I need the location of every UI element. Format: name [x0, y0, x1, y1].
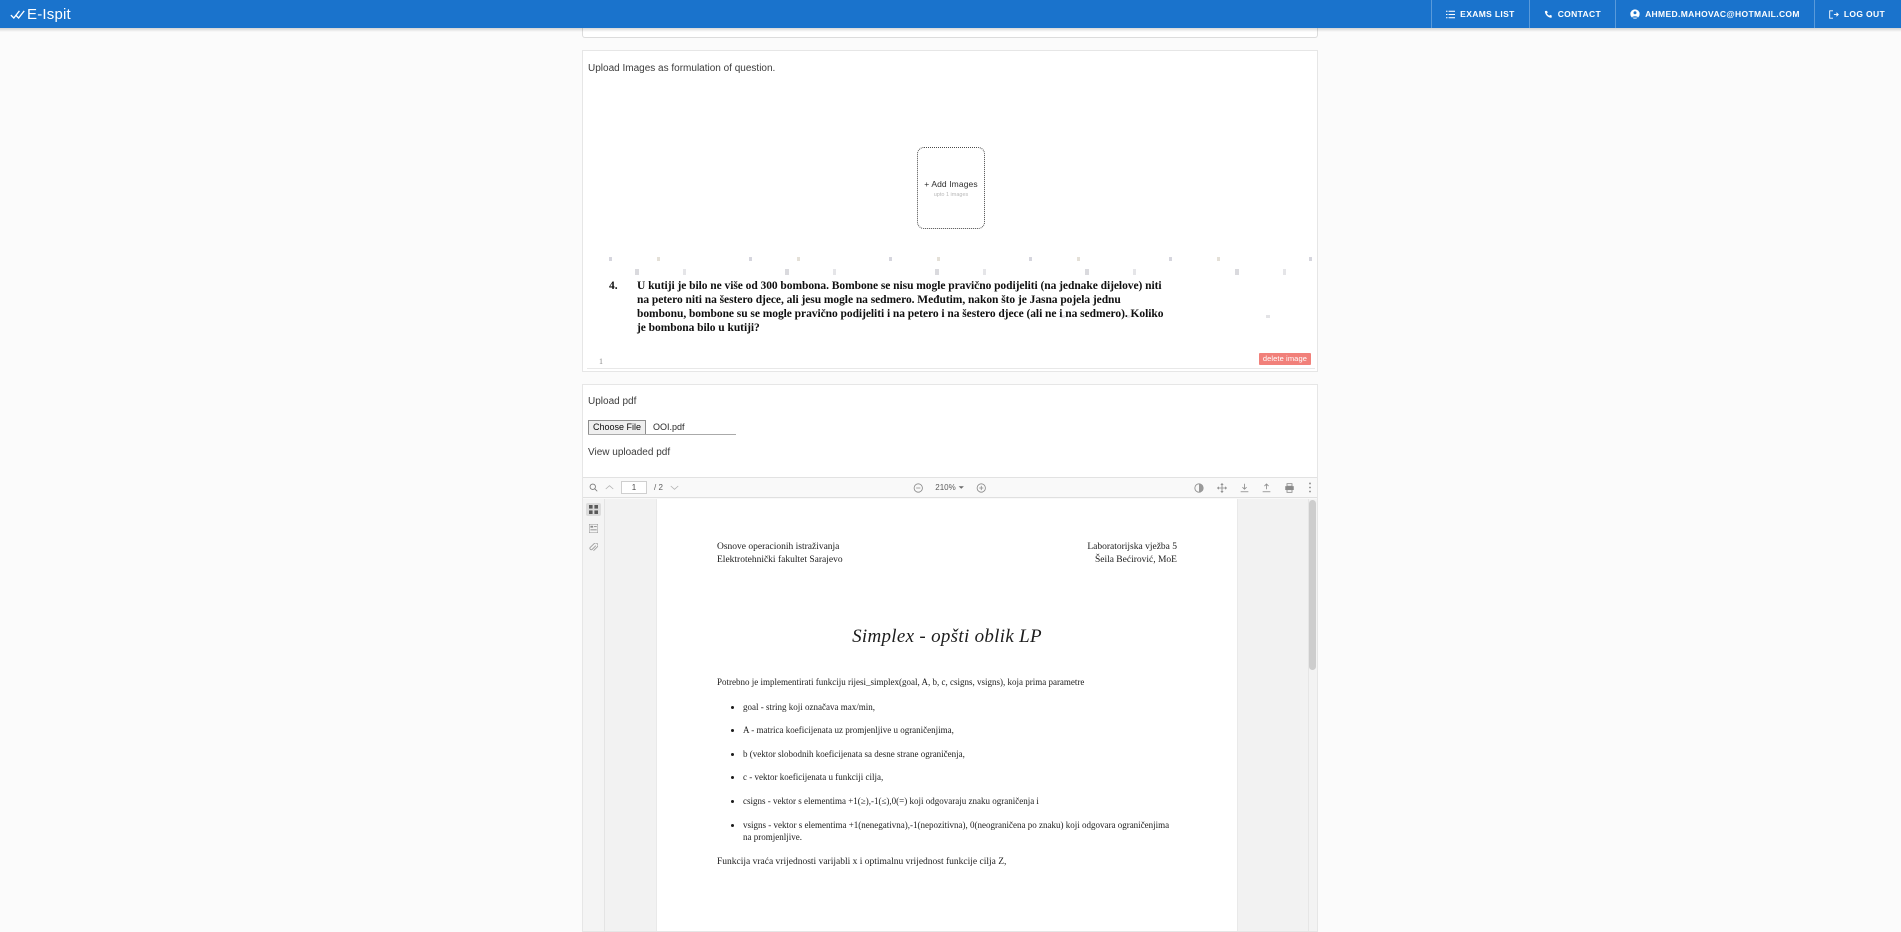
doc-header-left-line2: Elektrotehnički fakultet Sarajevo	[717, 554, 843, 565]
account-icon	[1630, 9, 1640, 19]
pdf-scroll-area[interactable]	[605, 499, 1317, 932]
zoom-out-icon[interactable]	[913, 483, 923, 493]
nav-account[interactable]	[1615, 0, 1814, 28]
pdf-page-1	[657, 499, 1237, 932]
preview-footer	[587, 347, 1315, 369]
nav-contact-label: CONTACT	[1557, 9, 1602, 19]
print-icon[interactable]	[1284, 483, 1295, 493]
brand-logo[interactable]	[0, 6, 71, 23]
delete-image-button[interactable]: delete image	[1259, 353, 1311, 366]
nav-contact[interactable]	[1529, 0, 1615, 28]
pdf-viewer-body	[583, 499, 1317, 932]
outline-icon[interactable]	[586, 522, 601, 535]
dropzone-row	[583, 147, 1319, 229]
document-parameter-list	[717, 701, 1177, 844]
pdf-toolbar	[583, 478, 1317, 498]
pdf-sidebar	[583, 499, 605, 932]
scan-artifact-bottom	[587, 313, 1315, 335]
chosen-file-name: OOI.pdf	[653, 422, 685, 432]
brand-name: E-Ispit	[27, 5, 71, 23]
upload-images-card	[582, 50, 1318, 372]
page-number-input[interactable]: 1	[621, 481, 647, 494]
list-item: • A - matrica koeficijenata uz promjenljive u ograničenjima,	[743, 724, 1177, 737]
add-images-hint: upto 1 images	[933, 191, 969, 198]
double-check-icon	[10, 8, 26, 21]
add-images-label: + Add Images	[924, 178, 978, 189]
pdf-file-input[interactable]	[588, 420, 736, 435]
pdf-toolbar-left	[583, 481, 679, 494]
app-header	[0, 0, 1901, 28]
preview-index-label: 1	[599, 357, 603, 366]
list-item: • c - vektor koeficijenata u funkciji cilja,	[743, 771, 1177, 784]
doc-header-right-line1: Laboratorijska vježba 5	[1087, 542, 1177, 552]
pdf-vertical-scrollbar[interactable]	[1308, 499, 1317, 932]
add-images-dropzone[interactable]	[917, 147, 985, 229]
document-closing: Funkcija vraća vrijednosti varijabli x i optimalnu vrijednost funkcije cilja Z,	[717, 856, 1007, 867]
document-header-left	[717, 541, 843, 566]
list-item: • vsigns - vektor s elementima +1(nenegativna),-1(nepozitivna), 0(neograničena po znaku) koji odgovara ograničenjima na promjenljive.	[743, 819, 1177, 844]
fit-page-icon[interactable]	[1194, 483, 1204, 493]
phone-icon	[1544, 10, 1553, 19]
page-body	[0, 28, 1901, 932]
upload-pdf-card	[582, 384, 1318, 932]
chevron-up-icon[interactable]	[605, 484, 614, 491]
nav-exams-list[interactable]	[1431, 0, 1529, 28]
chevron-down-icon[interactable]	[670, 484, 679, 491]
pdf-toolbar-center	[913, 483, 986, 493]
pdf-scrollbar-thumb[interactable]	[1309, 500, 1316, 670]
document-title: Simplex - opšti oblik LP	[852, 626, 1042, 648]
nav-account-label: AHMED.MAHOVAC@HOTMAIL.COM	[1645, 9, 1800, 19]
doc-header-right-line2: Šeila Bećirović, MoE	[1094, 554, 1177, 565]
document-intro: Potrebno je implementirati funkciju rijesi_simplex(goal, A, b, c, csigns, vsigns), koja prima parametre	[717, 677, 1085, 688]
upload-images-label: Upload Images as formulation of question.	[588, 63, 776, 74]
pdf-viewer	[583, 477, 1317, 932]
scan-artifact-top2	[587, 269, 1315, 275]
view-uploaded-pdf-link[interactable]: View uploaded pdf	[588, 447, 671, 458]
pdf-file-row	[583, 407, 1317, 435]
question-number: 4.	[609, 280, 618, 292]
more-vertical-icon[interactable]	[1308, 482, 1312, 493]
document-header	[717, 541, 1177, 566]
doc-header-left-line1: Osnove operacionih istraživanja	[717, 542, 840, 552]
list-item: • goal - string koji označava max/min,	[743, 701, 1177, 714]
search-icon[interactable]	[589, 483, 598, 492]
question-body-text: U kutiji je bilo ne više od 300 bombona. Bombone se nisu mogle pravično podijeliti (na jednake dijelove) niti na petero niti na šestero djece, ali jesu mogle na sedmero. Međutim, nakon što je Jasna pojela jednu bombonu, bombone su se mogle pravično podijeliti i na petero i na šestero djece (ali ne i na sedmero). Koliko je bombona bilo u kutiji?	[637, 280, 1164, 335]
nav-log-out-label: LOG OUT	[1843, 9, 1885, 19]
nav-exams-list-label: EXAMS LIST	[1460, 9, 1515, 19]
uploaded-image-preview[interactable]	[587, 249, 1315, 369]
zoom-level-select[interactable]	[935, 483, 964, 492]
thumbnails-icon[interactable]	[586, 503, 601, 516]
choose-file-button[interactable]: Choose File	[588, 420, 646, 434]
pdf-document-content	[657, 499, 1237, 869]
logout-icon	[1829, 10, 1839, 19]
list-icon	[1446, 10, 1455, 19]
save-icon[interactable]	[1262, 483, 1271, 493]
zoom-in-icon[interactable]	[977, 483, 987, 493]
pan-tool-icon[interactable]	[1217, 483, 1227, 493]
upload-pdf-label: Upload pdf	[588, 396, 637, 407]
download-icon[interactable]	[1240, 483, 1249, 493]
header-nav	[1431, 0, 1901, 28]
list-item: • b (vektor slobodnih koeficijenata sa desne strane ograničenja,	[743, 748, 1177, 761]
pdf-toolbar-right	[1194, 482, 1312, 493]
paperclip-icon[interactable]	[586, 541, 601, 554]
header-shadow	[0, 28, 1901, 32]
nav-log-out[interactable]	[1814, 0, 1901, 28]
document-header-right	[1087, 541, 1177, 566]
total-pages-label: / 2	[654, 483, 663, 492]
list-item: • csigns - vektor s elementima +1(≥),-1(≤),0(=) koji odgovaraju znaku ograničenja i	[743, 795, 1177, 808]
zoom-level-label: 210%	[935, 483, 956, 492]
